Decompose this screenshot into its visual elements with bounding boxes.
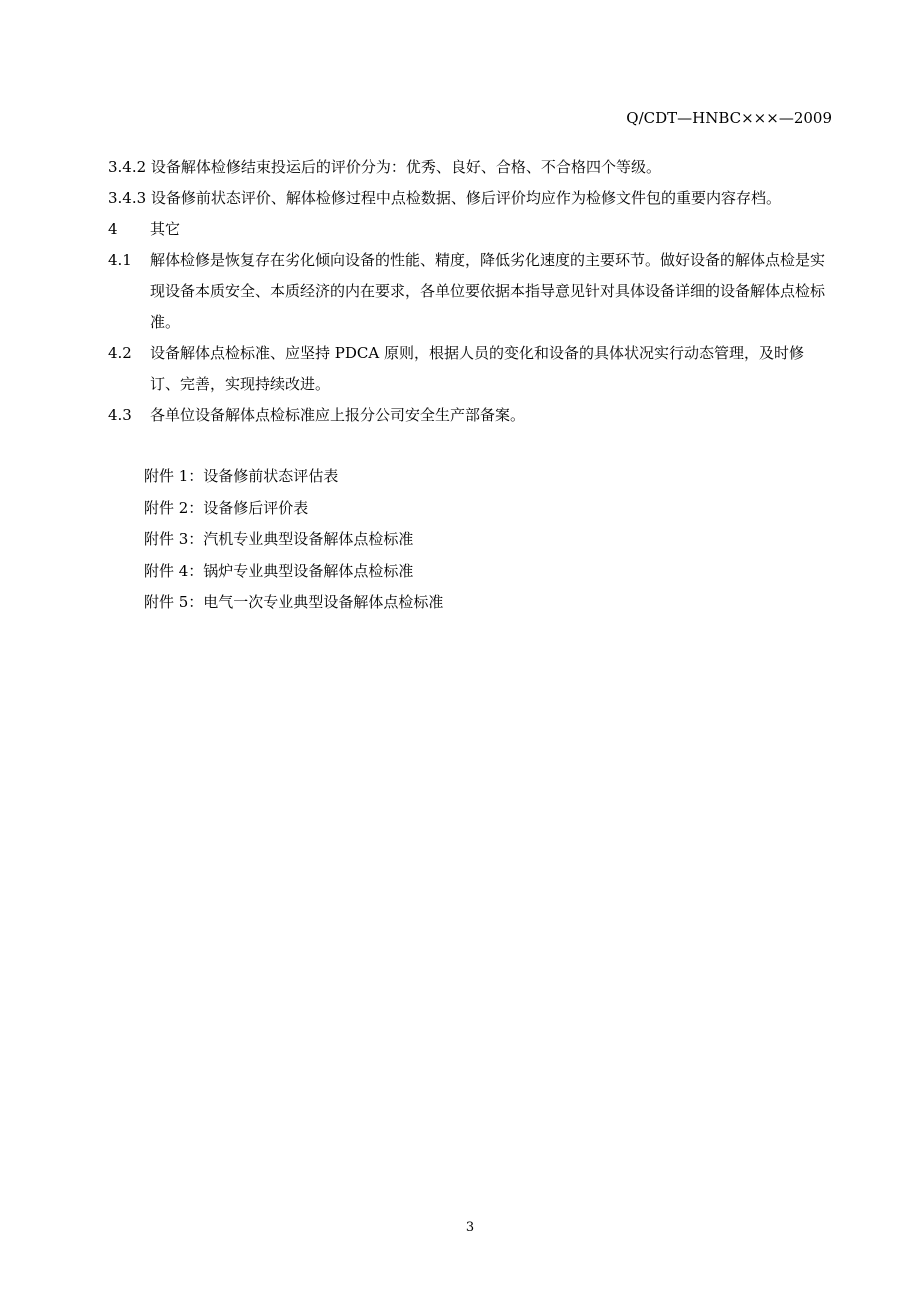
clause-number: 4.2	[108, 344, 132, 362]
attachment-item: 附件 2：设备修后评价表	[144, 498, 309, 517]
paragraph-3-4-2: 3.4.2 设备解体检修结束投运后的评价分为：优秀、良好、合格、不合格四个等级。	[108, 158, 661, 176]
clause-number: 4.1	[108, 251, 132, 269]
page-number: 3	[465, 1220, 475, 1235]
clause-4-2	[108, 338, 833, 400]
paragraph-3-4-3: 3.4.3 设备修前状态评价、解体检修过程中点检数据、修后评价均应作为检修文件包的重要内容存档。	[108, 189, 781, 207]
attachment-item: 附件 5：电气一次专业典型设备解体点检标准	[144, 593, 444, 611]
document-code: Q/CDT—HNBC×××—2009	[626, 109, 832, 127]
attachment-item: 附件 1：设备修前状态评估表	[144, 467, 339, 485]
section-title: 其它	[150, 220, 181, 238]
clause-text: 设备解体点检标准、应坚持 PDCA 原则，根据人员的变化和设备的具体状况实行动态管理，及时修订、完善，实现持续改进。	[150, 344, 804, 393]
clause-text: 解体检修是恢复存在劣化倾向设备的性能、精度，降低劣化速度的主要环节。做好设备的解体点检是实现设备本质安全、本质经济的内在要求，各单位要依据本指导意见针对具体设备详细的设备解体点检标准。	[150, 251, 826, 331]
document-body	[108, 152, 833, 431]
section-number: 4	[108, 220, 118, 238]
section-4-heading	[108, 214, 833, 245]
attachment-item: 附件 3：汽机专业典型设备解体点检标准	[144, 530, 414, 548]
clause-text: 各单位设备解体点检标准应上报分公司安全生产部备案。	[150, 406, 526, 424]
attachment-item: 附件 4：锅炉专业典型设备解体点检标准	[144, 561, 414, 580]
attachment-list	[144, 461, 443, 619]
clause-4-1	[108, 245, 833, 338]
clause-4-3	[108, 400, 833, 431]
clause-number: 4.3	[108, 406, 132, 424]
